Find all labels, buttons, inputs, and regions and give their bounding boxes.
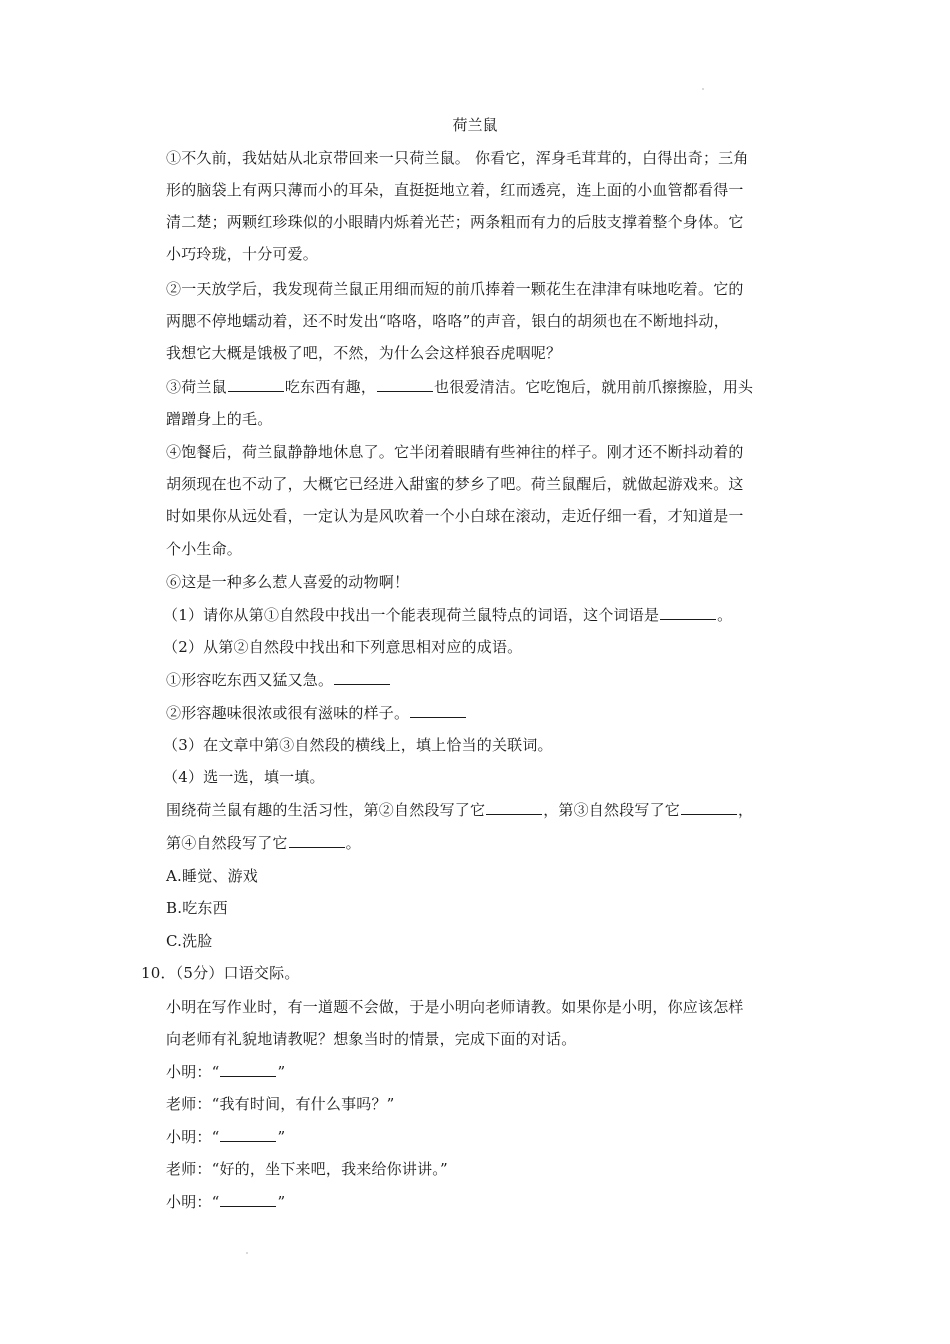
para1-line2: 形的脑袋上有两只薄而小的耳朵，直挺挺地立着，红而透亮，连上面的小血管都看得一 [166,181,744,199]
dialogue-line-1 [166,1061,285,1083]
dialogue-blank-2[interactable] [220,1127,276,1142]
question-2-item-1-text: ①形容吃东西又猛又急。 [166,671,334,689]
question-4-blank-2[interactable] [681,800,737,815]
question-4-text-e: 。 [345,834,361,852]
question-2-item-2-blank[interactable] [410,703,466,718]
para4-line1: ④饱餐后，荷兰鼠静静地休息了。它半闭着眼睛有些神往的样子。刚才还不断抖动着的 [166,443,744,461]
passage-title: 荷兰鼠 [452,116,498,134]
para3-text-c: 也很爱清洁。它吃饱后，就用前爪擦擦脸，用头 [434,378,754,396]
para2-line2: 两腮不停地蠕动着，还不时发出“咯咯，咯咯”的声音，银白的胡须也在不断地抖动， [166,312,729,330]
question-4-stem: （4）选一选，填一填。 [163,768,325,786]
question-1-blank[interactable] [660,605,716,620]
dialogue-speaker-5: 小明：“ [166,1193,220,1211]
dialogue-line-5 [166,1191,285,1213]
para2-line3: 我想它大概是饿极了吧，不然，为什么会这样狼吞虎咽呢？ [166,344,562,362]
para4-line3: 时如果你从远处看，一定认为是风吹着一个小白球在滚动，走近仔细一看，才知道是一 [166,507,744,525]
question-10-heading: 10．（5分）口语交际。 [141,964,300,982]
question-4-line2 [166,832,361,854]
question-10-line1: 小明在写作业时，有一道题不会做，于是小明向老师请教。如果你是小明，你应该怎样 [166,998,744,1016]
dialogue-quote-end-1: ” [277,1063,286,1081]
question-2-item-1-blank[interactable] [334,670,390,685]
scan-speck [246,1252,248,1254]
dialogue-speaker-1: 小明：“ [166,1063,220,1081]
question-10-line2: 向老师有礼貌地请教呢？想象当时的情景，完成下面的对话。 [166,1030,577,1048]
connective-blank-2[interactable] [377,377,433,392]
para4-line2: 胡须现在也不动了，大概它已经进入甜蜜的梦乡了吧。荷兰鼠醒后，就做起游戏来。这 [166,475,744,493]
para3-text-a: ③荷兰鼠 [166,378,227,396]
dialogue-line-4: 老师：“好的，坐下来吧，我来给你讲讲。” [166,1160,448,1178]
connective-blank-1[interactable] [228,377,284,392]
question-4-text-b: ，第③自然段写了它 [543,801,681,819]
para1-line4: 小巧玲珑，十分可爱。 [166,245,319,263]
question-1-end: 。 [717,606,733,624]
question-4-blank-3[interactable] [289,833,345,848]
para6-line: ⑥这是一种多么惹人喜爱的动物啊！ [166,573,410,591]
question-4-line1 [166,799,753,821]
option-a: A.睡觉、游戏 [166,867,259,885]
para3-line1 [166,376,753,398]
question-4-text-d: 第④自然段写了它 [166,834,288,852]
question-1-text: （1）请你从第①自然段中找出一个能表现荷兰鼠特点的词语，这个词语是 [163,606,660,624]
dialogue-blank-3[interactable] [220,1192,276,1207]
question-2-item-2-text: ②形容趣味很浓或很有滋味的样子。 [166,704,410,722]
question-3: （3）在文章中第③自然段的横线上，填上恰当的关联词。 [163,736,553,754]
dialogue-line-3 [166,1126,285,1148]
dialogue-blank-1[interactable] [220,1062,276,1077]
para2-line1: ②一天放学后，我发现荷兰鼠正用细而短的前爪捧着一颗花生在津津有味地吃着。它的 [166,280,744,298]
scan-speck [702,88,704,90]
question-4-blank-1[interactable] [486,800,542,815]
question-1 [163,604,732,626]
dialogue-quote-end-5: ” [277,1193,286,1211]
option-c: C.洗脸 [166,932,213,950]
question-2-item-2 [166,702,467,724]
dialogue-quote-end-3: ” [277,1128,286,1146]
para1-line1: ①不久前，我姑姑从北京带回来一只荷兰鼠。 你看它，浑身毛茸茸的，白得出奇；三角 [166,149,749,167]
para4-line4: 个小生命。 [166,540,243,558]
question-4-text-a: 围绕荷兰鼠有趣的生活习性，第②自然段写了它 [166,801,486,819]
para3-line2: 蹭蹭身上的毛。 [166,410,273,428]
question-4-text-c: ， [738,801,754,819]
dialogue-speaker-3: 小明：“ [166,1128,220,1146]
dialogue-line-2: 老师：“我有时间，有什么事吗？” [166,1095,395,1113]
para1-line3: 清二楚；两颗红珍珠似的小眼睛内烁着光芒；两条粗而有力的后肢支撑着整个身体。它 [166,213,744,231]
para3-text-b: 吃东西有趣， [284,378,377,396]
question-2-item-1 [166,669,391,691]
option-b: B.吃东西 [166,899,228,917]
question-2-stem: （2）从第②自然段中找出和下列意思相对应的成语。 [163,638,523,656]
